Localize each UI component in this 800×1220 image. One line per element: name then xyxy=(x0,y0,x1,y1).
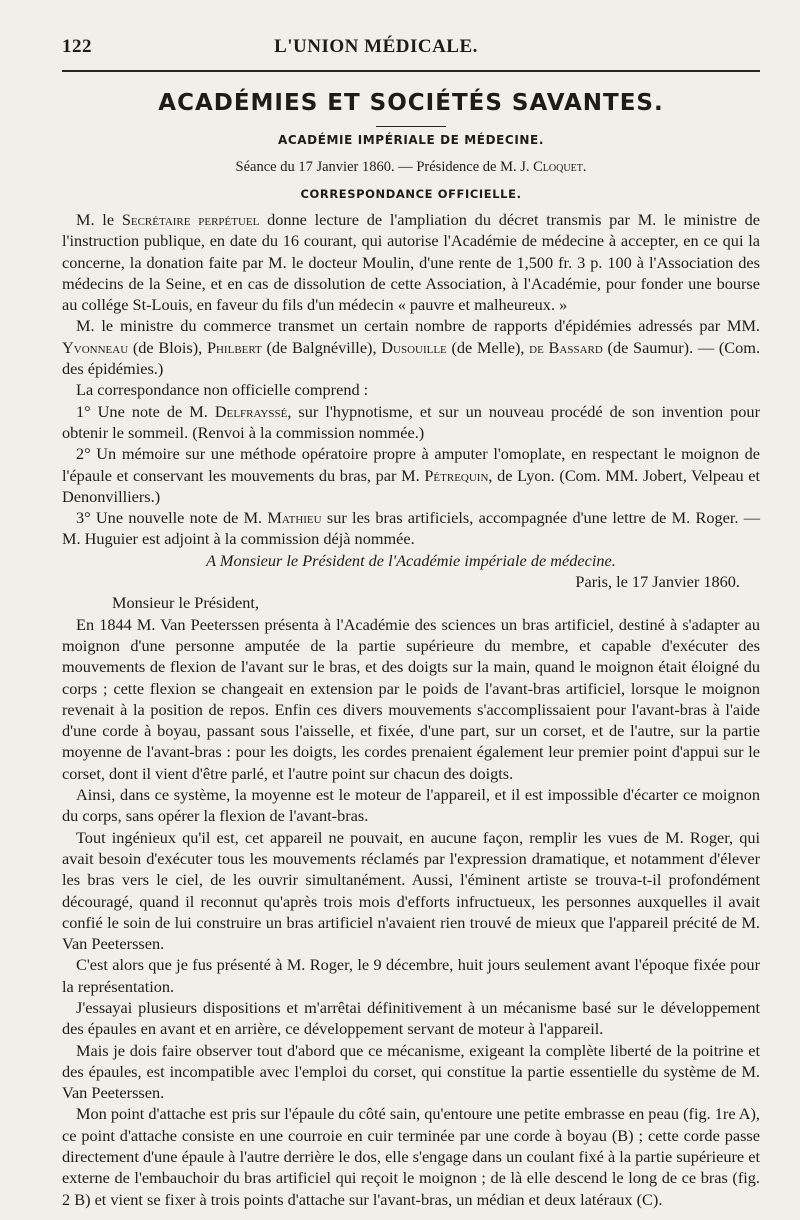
text-run: sur les bras artificiels, accompagnée d'une lettre de M. Roger. — M. Huguier est adjoint à la commission déjà nommée. xyxy=(62,508,760,549)
person-name: Mathieu xyxy=(267,508,322,528)
article-body xyxy=(62,209,760,1210)
header-rule xyxy=(62,70,760,72)
letter-paragraph: C'est alors que je fus présenté à M. Roger, le 9 décembre, huit jours seulement avant l'époque fixée pour la représentation. xyxy=(62,955,760,996)
letter-paragraph: Tout ingénieux qu'il est, cet appareil ne pouvait, en aucune façon, remplir les vues de M. Roger, qui avait besoin d'exécuter tous les mouvements réclamés par l'expression dramatique, et notamment d'élever les bras vers le ciel, de les ouvrir simultanément. Aussi, l'éminent artiste se trouva-t-il profondément découragé, quand il reconnut qu'après trois mois d'efforts infructueux, les personnes auxquelles il avait confié le soin de lui construire un bras artificiel n'avaient rien trouvé de mieux que l'appareil précité de M. Van Peeterssen. xyxy=(62,827,760,954)
person-name: Yvonneau xyxy=(62,337,129,357)
paragraph-item-3 xyxy=(62,507,760,550)
letter-paragraph: En 1844 M. Van Peeterssen présenta à l'Académie des sciences un bras artificiel, destiné à s'adapter au moignon d'une personne amputée de la partie supérieure du membre, et capable d'exécuter des mouvements de flexion de l'avant sur le bras, et des doigts sur la main, quand le moignon était éloigné du corps ; cette flexion se changeait en extension par le poids de l'avant-bras artificiel, lorsque le moignon revenait à la position de repos. Enfin ces divers mouvements s'accomplissaient pour l'avant-bras à l'aide d'une corde à boyau, passant sous l'aisselle, et fixée, d'une part, sur un corset, et de l'autre, sur la partie moyenne de l'avant-bras : pour les doigts, les cordes prenaient également leur premier point d'appui sur le corset, dont il vient d'être parlé, et l'autre point sur chacun des doigts. xyxy=(62,614,760,783)
person-name: Delfrayssé xyxy=(214,401,288,421)
letter-date: Paris, le 17 Janvier 1860. xyxy=(575,572,740,592)
text-run: (de Blois), xyxy=(128,337,207,357)
person-name: Dusouille xyxy=(381,337,447,357)
section-title: ACADÉMIES ET SOCIÉTÉS SAVANTES. xyxy=(158,90,664,116)
paragraph-epidemics xyxy=(62,315,760,379)
letter-paragraph: J'essayai plusieurs dispositions et m'arrêtai définitivement à un mécanisme basé sur le développement des épaules en avant et en arrière, ce développement servant de moteur à l'appareil. xyxy=(62,997,760,1039)
secretary-title: Secrétaire perpétuel xyxy=(121,210,260,229)
paragraph-correspondence-intro: La correspondance non officielle comprend : xyxy=(76,380,369,400)
paragraph-item-1 xyxy=(62,401,760,444)
letter-salutation: Monsieur le Président, xyxy=(112,593,259,613)
person-name: Pétrequin xyxy=(424,465,489,485)
journal-title: L'UNION MÉDICALE. xyxy=(274,36,478,57)
page-number: 122 xyxy=(62,36,92,57)
president-name: Cloquet. xyxy=(533,159,587,175)
person-name: Philbert xyxy=(206,337,262,357)
seance-text: Séance du 17 Janvier 1860. — Présidence de M. J. xyxy=(235,159,534,175)
letter-paragraph: Mais je dois faire observer tout d'abord que ce mécanisme, exigeant la complète liberté de la poitrine et des épaules, est incompatible avec l'emploi du corset, qui constitue la partie essentielle du système de M. Van Peeterssen. xyxy=(62,1040,760,1103)
text-run: 1° Une note de M. xyxy=(76,401,215,421)
person-name: de Bassard xyxy=(529,337,603,357)
text-run: (de Balgnéville), xyxy=(261,337,382,357)
text-run: donne lecture de l'ampliation du décret transmis par M. le ministre de l'instruction publique, en date du 16 courant, qui autorise l'Académie de médecine à accepter, en ce qui la concerne, la donation faite par M. le docteur Moulin, d'une rente de 1,500 fr. 3 p. 100 à l'Association des médecins de la Seine, et en cas de dissolution de cette Association, à l'Académie, pour fonder une bourse au collége St-Louis, en faveur du fils d'un médecin « pauvre et malheureux. » xyxy=(62,210,760,315)
title-rule xyxy=(376,126,446,127)
paragraph-secretary xyxy=(62,209,760,315)
letter-paragraph: Mon point d'attache est pris sur l'épaule du côté sain, qu'entoure une petite embrasse en peau (fig. 1re A), ce point d'attache consiste en une courroie en cuir terminée par une corde à boyau (B) ; cette corde passe directement d'une épaule à l'autre derrière le dos, elle s'engage dans un coulant fixé à la partie supérieure et externe de l'embauchoir du bras artificiel qui reçoit le moignon ; de là elle descend le long de ce bras (fig. 2 B) et vient se fixer à trois points d'attache sur l'avant-bras, un médian et deux latéraux (C). xyxy=(62,1104,760,1209)
text-run: , de Lyon. (Com. MM. Jobert, Velpeau et Denonvilliers.) xyxy=(62,465,761,506)
text-run: M. le xyxy=(76,210,122,229)
letter-paragraph: Ainsi, dans ce système, la moyenne est le moteur de l'appareil, et il est impossible d'écarter ce moignon du corps, sans opérer la flexion de l'avant-bras. xyxy=(62,785,760,826)
text-run: , sur l'hypnotisme, et sur un nouveau procédé de son invention pour obtenir le sommeil. (Renvoi à la commission nommée.) xyxy=(62,401,760,442)
letter-recipient: A Monsieur le Président de l'Académie impériale de médecine. xyxy=(206,550,616,570)
text-run: (de Saumur). — (Com. des épidémies.) xyxy=(62,337,761,379)
running-head xyxy=(62,36,760,58)
paragraph-item-2 xyxy=(62,443,760,507)
text-run: 2° Un mémoire sur une méthode opératoire propre à amputer l'omoplate, en respectant le moignon de l'épaule et conservant les mouvements du bras, par M. xyxy=(62,444,760,485)
academy-heading: ACADÉMIE IMPÉRIALE DE MÉDECINE. xyxy=(277,133,545,147)
seance-line xyxy=(62,159,760,176)
text-run: M. le ministre du commerce transmet un certain nombre de rapports d'épidémies adressés par MM. xyxy=(76,316,760,336)
text-run: (de Melle), xyxy=(446,337,530,357)
correspondence-heading: CORRESPONDANCE OFFICIELLE. xyxy=(300,187,522,201)
text-run: 3° Une nouvelle note de M. xyxy=(76,508,268,528)
